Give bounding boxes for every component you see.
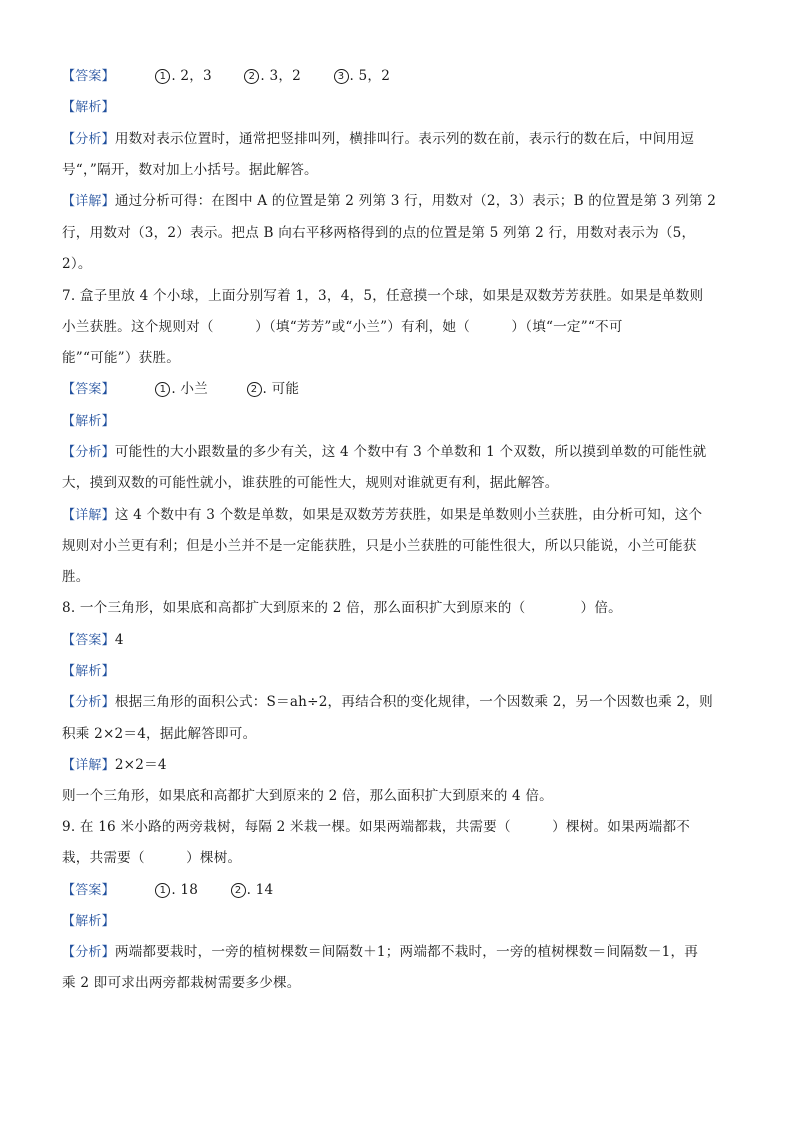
q9-question-line-1: 9. 在 16 米小路的两旁栽树，每隔 2 米栽一棵。如果两端都栽，共需要（ ）棵树。如果两端都不	[62, 819, 691, 835]
q6-answer-option-2: 2 . 3，2	[244, 66, 301, 86]
q9-fenxi-line-1	[62, 942, 734, 963]
q7-answer-option-1: 1 . 小兰	[155, 379, 208, 399]
q6-fenxi-line-1	[62, 129, 734, 150]
q7-question-line-3: 能”“可能”）获胜。	[62, 350, 181, 366]
q8-xiangjie-text: 2×2＝4	[114, 757, 167, 773]
q6-xiangjie-text: 通过分析可得：在图中 A 的位置是第 2 列第 3 行，用数对（2，3）表示；B 的位置是第 3 列第 2	[114, 193, 717, 209]
q7-answer-line	[62, 379, 734, 400]
q8-fenxi-text: 根据三角形的面积公式：S＝ah÷2，再结合积的变化规律，一个因数乘 2，另一个因数也乘 2，则	[114, 694, 713, 710]
circled-number-icon: 1	[155, 883, 170, 898]
circled-number-icon: 1	[155, 69, 170, 84]
q7-fenxi-text: 可能性的大小跟数量的多少有关，这 4 个数中有 3 个单数和 1 个双数，所以摸到单数的可能性就	[114, 444, 707, 460]
q9-question-line-2: 栽，共需要（ ）棵树。	[62, 850, 242, 866]
q7-question-line-1: 7. 盒子里放 4 个小球，上面分别写着 1，3，4，5，任意摸一个球，如果是双数芳芳获胜。如果是单数则	[62, 288, 704, 304]
q7-xiangjie-line-2: 规则对小兰更有利；但是小兰并不是一定能获胜，只是小兰获胜的可能性很大，所以只能说，小兰可能获	[62, 538, 697, 554]
q8-analysis-heading	[62, 661, 734, 682]
q9-analysis-heading	[62, 911, 734, 932]
q8-fenxi-line-1	[62, 692, 734, 713]
q7-answer-option-2: 2 . 可能	[247, 379, 300, 399]
q9-answer-option-1: 1 . 18	[155, 880, 198, 900]
circled-number-icon: 3	[334, 69, 349, 84]
q7-question-line-2: 小兰获胜。这个规则对（ ）（填“芳芳”或“小兰”）有利，她（ ）（填“一定”“不可	[62, 319, 623, 335]
fenxi-label: 【分析】	[62, 445, 115, 460]
q8-answer-line	[62, 630, 734, 651]
fenxi-label: 【分析】	[62, 945, 115, 960]
q8-answer-value: 4	[114, 632, 124, 648]
q6-fenxi-line-2: 号“，”隔开，数对加上小括号。据此解答。	[62, 162, 318, 178]
q6-xiangjie-line-3: 2）。	[62, 256, 92, 272]
q8-xiangjie-line-1	[62, 755, 734, 776]
q8-fenxi-line-2: 积乘 2×2＝4，据此解答即可。	[62, 726, 257, 742]
q6-answer-line	[62, 66, 734, 87]
q8-question-line-1: 8. 一个三角形，如果底和高都扩大到原来的 2 倍，那么面积扩大到原来的（ ）倍。	[62, 600, 622, 616]
q6-xiangjie-line-1	[62, 191, 734, 212]
circled-number-icon: 2	[231, 883, 246, 898]
analysis-label: 【解析】	[62, 914, 115, 929]
fenxi-label: 【分析】	[62, 132, 115, 147]
circled-number-icon: 1	[155, 382, 170, 397]
q9-answer-line	[62, 880, 734, 901]
q7-xiangjie-line-1	[62, 505, 734, 526]
xiangjie-label: 【详解】	[62, 508, 115, 523]
answer-label: 【答案】	[62, 633, 115, 648]
xiangjie-label: 【详解】	[62, 194, 115, 209]
q8-xiangjie-line-2: 则一个三角形，如果底和高都扩大到原来的 2 倍，那么面积扩大到原来的 4 倍。	[62, 788, 553, 804]
circled-number-icon: 2	[247, 382, 262, 397]
q9-answer-option-2: 2 . 14	[231, 880, 274, 900]
answer-label: 【答案】	[62, 883, 115, 898]
circled-number-icon: 2	[244, 69, 259, 84]
q7-xiangjie-line-3: 胜。	[62, 569, 90, 585]
q7-analysis-heading	[62, 411, 734, 432]
answer-label: 【答案】	[62, 69, 115, 84]
xiangjie-label: 【详解】	[62, 758, 115, 773]
q6-answer-option-1: 1 . 2，3	[155, 66, 212, 86]
q6-answer-option-3: 3 . 5，2	[334, 66, 391, 86]
fenxi-label: 【分析】	[62, 695, 115, 710]
analysis-label: 【解析】	[62, 664, 115, 679]
analysis-label: 【解析】	[62, 414, 115, 429]
analysis-label: 【解析】	[62, 100, 115, 115]
q7-fenxi-line-2: 大，摸到双数的可能性就小，谁获胜的可能性大，规则对谁就更有利，据此解答。	[62, 475, 559, 491]
q6-fenxi-text: 用数对表示位置时，通常把竖排叫列，横排叫行。表示列的数在前，表示行的数在后，中间用逗	[114, 131, 695, 147]
answer-label: 【答案】	[62, 382, 115, 397]
q7-fenxi-line-1	[62, 442, 734, 463]
q9-fenxi-text: 两端都要栽时，一旁的植树棵数＝间隔数＋1；两端都不栽时，一旁的植树棵数＝间隔数－1，再	[114, 944, 699, 960]
q6-xiangjie-line-2: 行，用数对（3，2）表示。把点 B 向右平移两格得到的点的位置是第 5 列第 2 行，用数对表示为（5，	[62, 225, 696, 241]
q9-fenxi-line-2: 乘 2 即可求出两旁都栽树需要多少棵。	[62, 975, 301, 991]
q6-analysis-heading	[62, 97, 734, 118]
q7-xiangjie-text: 这 4 个数中有 3 个数是单数，如果是双数芳芳获胜，如果是单数则小兰获胜，由分析可知，这个	[114, 507, 703, 523]
